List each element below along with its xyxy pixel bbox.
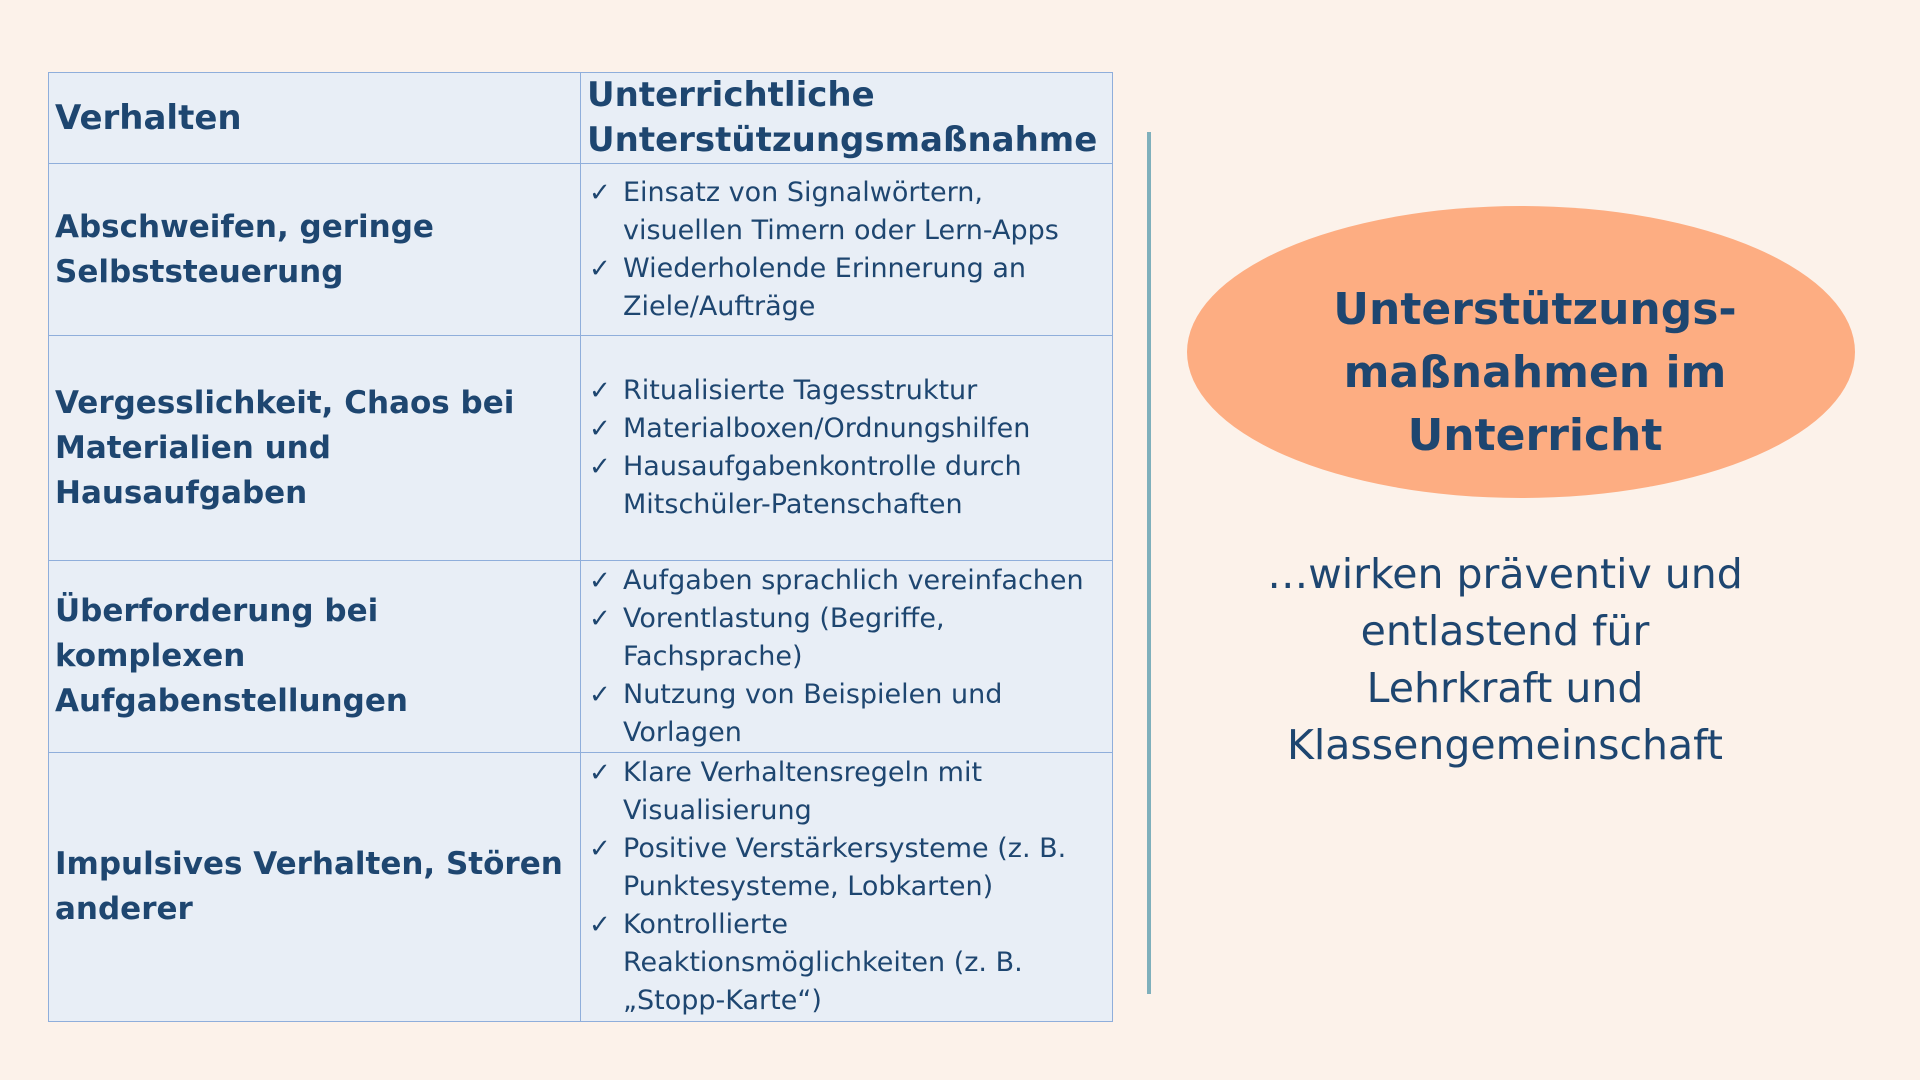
measure-text: Hausaufgabenkontrolle durch Mitschüler-Patenschaften — [623, 451, 1022, 520]
checkmark-icon: ✓ — [589, 414, 611, 444]
header-behavior: Verhalten — [49, 73, 581, 164]
measure-item — [587, 372, 1106, 410]
table-row — [49, 561, 1113, 753]
behavior-cell: Abschweifen, geringe Selbststeuerung — [49, 164, 581, 336]
measure-item — [587, 250, 1106, 326]
measure-item — [587, 562, 1106, 600]
measure-item — [587, 830, 1106, 906]
checkmark-icon: ✓ — [589, 603, 611, 634]
measure-text: Materialboxen/Ordnungshilfen — [623, 413, 1031, 444]
checkmark-icon: ✓ — [589, 910, 611, 940]
ellipse-title: Unterstützungs- maßnahmen im Unterricht — [1333, 284, 1737, 461]
behavior-cell: Vergesslichkeit, Chaos bei Materialien und Hausaufgaben — [49, 336, 581, 561]
measure-text: Positive Verstärkersysteme (z. B. Punktesysteme, Lobkarten) — [623, 833, 1067, 902]
checkmark-icon: ✓ — [589, 758, 611, 788]
measure-item — [587, 174, 1106, 250]
checkmark-icon: ✓ — [589, 834, 611, 864]
measure-list — [587, 754, 1106, 1020]
checkmark-icon: ✓ — [589, 452, 611, 482]
measure-cell — [581, 336, 1113, 561]
measure-text: Vorentlastung (Begriffe, Fachsprache) — [623, 602, 945, 672]
behavior-cell: Überforderung bei komplexen Aufgabenstellungen — [49, 561, 581, 753]
measure-item — [587, 676, 1106, 752]
measure-item — [587, 410, 1106, 448]
measure-item — [587, 754, 1106, 830]
vertical-divider — [1147, 132, 1151, 994]
measure-list — [587, 174, 1106, 326]
support-measures-table — [48, 72, 1113, 1022]
measure-item — [587, 600, 1106, 676]
checkmark-icon: ✓ — [589, 177, 611, 208]
checkmark-icon: ✓ — [589, 565, 611, 596]
table-row — [49, 753, 1113, 1022]
behavior-cell: Impulsives Verhalten, Stören anderer — [49, 753, 581, 1022]
measure-text: Wiederholende Erinnerung an Ziele/Aufträge — [623, 252, 1026, 322]
measure-list — [587, 562, 1106, 752]
table-row — [49, 164, 1113, 336]
measure-text: Aufgaben sprachlich vereinfachen — [623, 564, 1084, 596]
measure-list — [587, 372, 1106, 524]
measure-text: Klare Verhaltensregeln mit Visualisierung — [623, 757, 983, 826]
measure-text: Ritualisierte Tagesstruktur — [623, 375, 978, 406]
measure-cell — [581, 753, 1113, 1022]
checkmark-icon: ✓ — [589, 679, 611, 710]
checkmark-icon: ✓ — [589, 253, 611, 284]
measure-item — [587, 906, 1106, 1020]
header-measure: Unterrichtliche Unterstützungsmaßnahme — [581, 73, 1113, 164]
measure-item — [587, 448, 1106, 524]
measure-cell — [581, 561, 1113, 753]
table-header-row — [49, 73, 1113, 164]
measure-text: Kontrollierte Reaktionsmöglichkeiten (z. B. „Stopp-Karte“) — [623, 909, 1023, 1016]
checkmark-icon: ✓ — [589, 376, 611, 406]
subtitle-text: …wirken präventiv und entlastend für Lehrkraft und Klassengemeinschaft — [1267, 550, 1743, 769]
measure-text: Einsatz von Signalwörtern, visuellen Timern oder Lern-Apps — [623, 176, 1059, 246]
measure-text: Nutzung von Beispielen und Vorlagen — [623, 678, 1003, 748]
measure-cell — [581, 164, 1113, 336]
table-row — [49, 336, 1113, 561]
